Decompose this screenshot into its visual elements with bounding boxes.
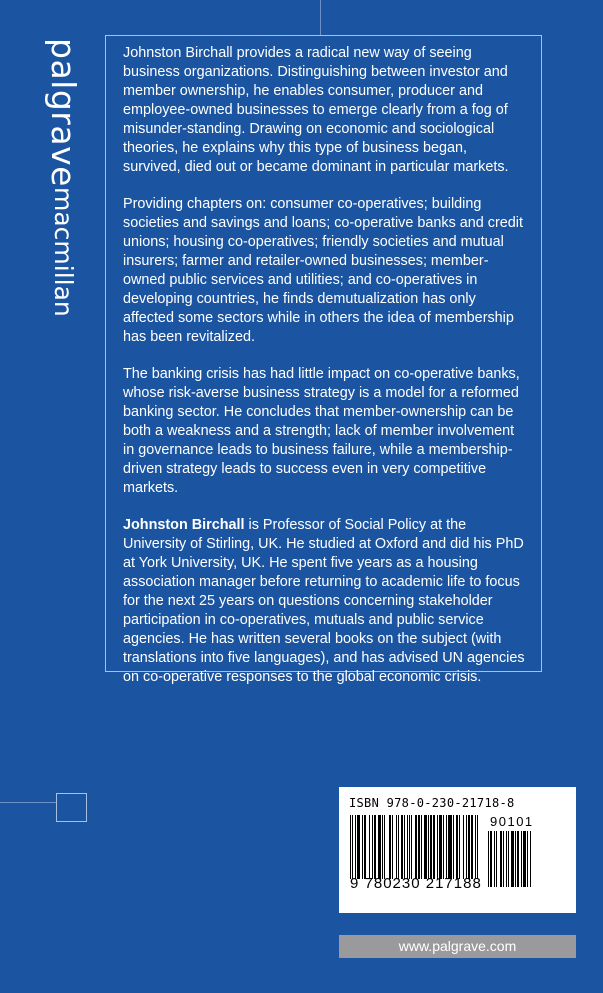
barcode-bar <box>515 831 516 887</box>
publisher-logo <box>20 38 83 317</box>
barcode-bar <box>389 815 391 879</box>
barcode-bar <box>411 815 412 879</box>
barcode-bar <box>503 831 504 887</box>
barcode-bar <box>355 815 356 879</box>
decorative-square <box>56 793 87 822</box>
barcode-bar <box>443 815 444 879</box>
logo-macmillan: macmillan <box>49 186 78 317</box>
barcode-bar <box>517 831 519 887</box>
barcode-bar <box>446 815 447 879</box>
barcode-bar <box>352 815 353 879</box>
barcode-bar <box>523 831 526 887</box>
barcode-bar <box>418 815 420 879</box>
barcode-bar <box>453 815 454 879</box>
barcode-bar <box>428 815 429 879</box>
barcode-bar <box>456 815 458 879</box>
barcode-bar <box>384 815 385 879</box>
barcode-bar <box>430 815 432 879</box>
barcode-bar <box>372 815 373 879</box>
barcode-bar <box>466 815 467 879</box>
barcode-bar <box>468 815 470 879</box>
left-divider-line <box>0 802 56 803</box>
author-name: Johnston Birchall <box>123 517 245 533</box>
barcode-bar <box>488 831 489 887</box>
author-bio <box>123 516 527 687</box>
barcode-bar <box>357 815 360 879</box>
isbn-barcode <box>339 787 576 913</box>
barcode-bar <box>415 815 417 879</box>
author-bio-text: is Professor of Social Policy at the University of Stirling, UK. He studied at Oxford and did his PhD at York University, UK. He spent five years as a housing association manager before returning to academic life to focus for the next 25 years on questions concerning stakeholder participation in co-operatives, mutuals and public service agencies. He has written several books on the subject (with translations into five languages), and has advised UN agencies on co-operative responses to the global economic crisis. <box>123 517 525 685</box>
barcode-bar <box>433 815 435 879</box>
barcode-bar <box>421 815 422 879</box>
barcode-bar <box>530 831 531 887</box>
logo-palgrave: palgrave <box>44 38 83 187</box>
barcode-bar <box>404 815 405 879</box>
barcode-bar <box>378 815 381 879</box>
ean-number: 9 780230 217188 <box>350 875 482 892</box>
barcode-bar <box>382 815 383 879</box>
addon-number: 90101 <box>490 814 534 829</box>
publisher-url[interactable]: www.palgrave.com <box>339 935 576 958</box>
barcode-bar <box>369 815 370 879</box>
barcode-bar <box>350 815 351 879</box>
blurb-paragraph-1: Johnston Birchall provides a radical new way of seeing business organizations. Distinguishing between investor and member ownership, he enables consumer, producer and employee-owned businesses to emerge clearly from a fog of misunder-standing. Drawing on economic and sociological theories, he explains why this type of business began, survived, died out or became dominant in particular markets. <box>123 45 509 175</box>
barcode-bar <box>459 815 460 879</box>
barcode-bar <box>409 815 410 879</box>
top-divider-line <box>320 0 321 36</box>
barcode-bar <box>471 815 473 879</box>
barcode-bar <box>407 815 408 879</box>
barcode-bar <box>392 815 393 879</box>
barcode-bar <box>511 831 514 887</box>
barcode-bar <box>398 815 399 879</box>
barcode-bar <box>374 815 376 879</box>
barcode-bar <box>521 831 522 887</box>
barcode-bar <box>401 815 403 879</box>
addon-barcode-bars <box>488 831 549 887</box>
isbn-label: ISBN 978-0-230-21718-8 <box>349 796 515 810</box>
barcode-bar <box>500 831 502 887</box>
barcode-bar <box>424 815 427 879</box>
barcode-bar <box>477 815 478 879</box>
barcode-bar <box>490 831 492 887</box>
barcode-bar <box>396 815 397 879</box>
barcode-bar <box>506 831 507 887</box>
blurb-paragraph-2: Providing chapters on: consumer co-operatives; building societies and savings and loans; co-operative banks and credit unions; housing co-operatives; friendly societies and mutual insurers; farmer and retailer-owned businesses; member-owned public services and utilities; and co-operatives in developing countries, he finds demutualization has only affected some sectors while in others the idea of membership has been revitalized. <box>123 196 523 345</box>
blurb-paragraph-3: The banking crisis has had little impact on co-operative banks, whose risk-averse business strategy is a model for a reformed banking sector. He concludes that member-ownership can be both a weakness and a strength; lack of member involvement in governance leads to business failure, while a membership-driven strategy leads to success even in very competitive markets. <box>123 366 520 496</box>
barcode-bar <box>463 815 464 879</box>
barcode-bar <box>437 815 438 879</box>
barcode-bar <box>439 815 442 879</box>
barcode-bar <box>475 815 476 879</box>
barcode-bar <box>508 831 509 887</box>
barcode-bar <box>364 815 366 879</box>
barcode-bar <box>494 831 495 887</box>
ean-barcode-bars <box>350 815 482 879</box>
barcode-bar <box>527 831 528 887</box>
barcode-bar <box>448 815 452 879</box>
barcode-bar <box>362 815 363 879</box>
barcode-bar <box>496 831 497 887</box>
blurb-box <box>105 35 542 685</box>
